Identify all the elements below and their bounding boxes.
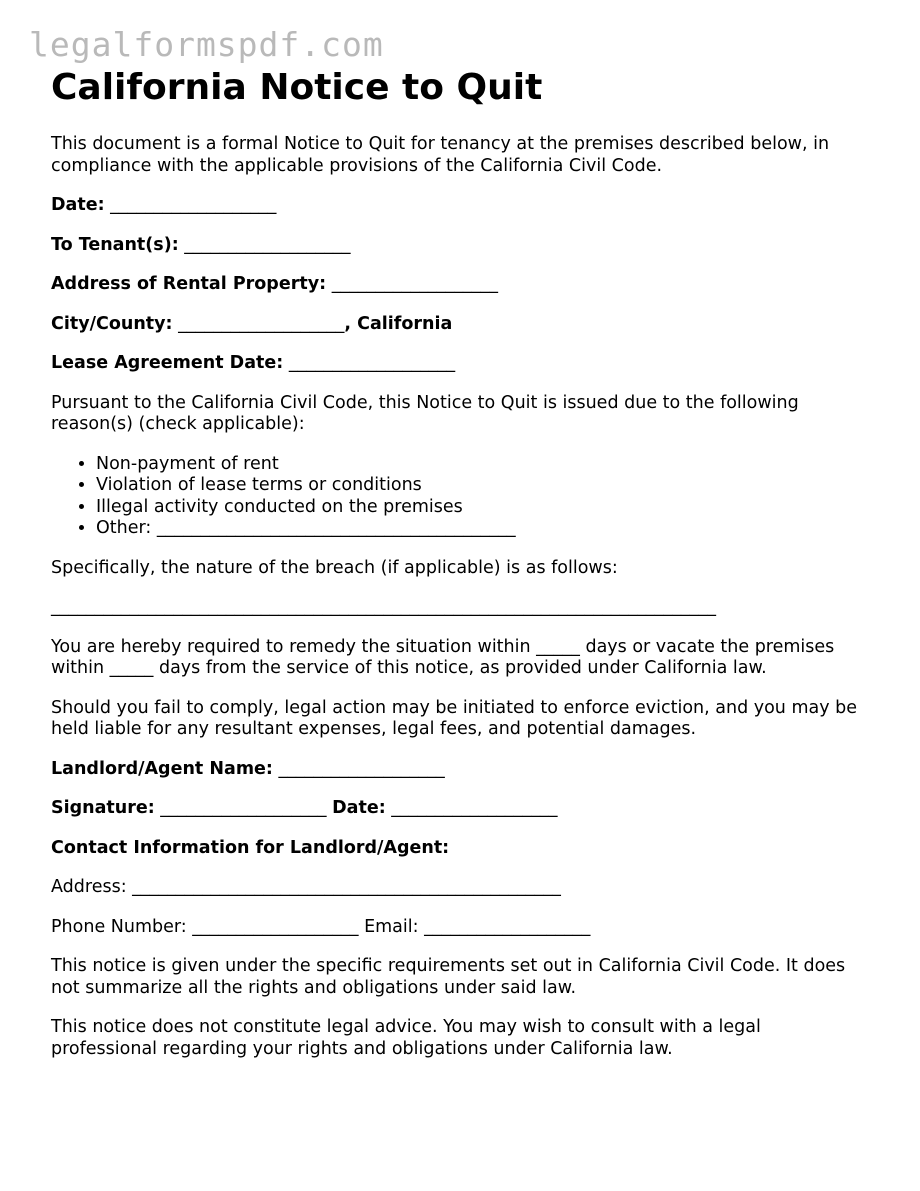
contact-address-blank: _________________________________________________ bbox=[132, 877, 561, 897]
consequence-paragraph: Should you fail to comply, legal action may be initiated to enforce eviction, and you may be held liable for any resultant expenses, legal fees, and potential damages. bbox=[51, 697, 858, 739]
address-field bbox=[51, 274, 871, 296]
reason-item: • Non-payment of rent bbox=[96, 454, 871, 476]
remedy-paragraph: You are hereby required to remedy the situation within _____ days or vacate the premises within _____ days from the service of this notice, as provided under California law. bbox=[51, 636, 835, 678]
intro-paragraph: This document is a formal Notice to Quit for tenancy at the premises described below, in compliance with the applicable provisions of the California Civil Code. bbox=[51, 134, 830, 176]
contact-address-label: Address: bbox=[51, 877, 127, 897]
city-blank: ___________________ bbox=[178, 313, 345, 334]
document-body bbox=[51, 66, 871, 1078]
tenant-label: To Tenant(s): bbox=[51, 234, 179, 255]
date-blank: ___________________ bbox=[110, 195, 277, 215]
breach-line: ____________________________________________________________________________ bbox=[51, 597, 716, 617]
landlord-name-label: Landlord/Agent Name: bbox=[51, 758, 273, 779]
landlord-name-field bbox=[51, 759, 871, 781]
reason-item: • Violation of lease terms or conditions bbox=[96, 475, 871, 497]
signature-label: Signature: bbox=[51, 798, 155, 818]
signature-field bbox=[51, 798, 871, 820]
email-label: Email: bbox=[364, 916, 419, 937]
date-field bbox=[51, 195, 871, 217]
landlord-name-blank: ___________________ bbox=[278, 758, 445, 779]
tenant-blank: ___________________ bbox=[184, 234, 351, 255]
contact-heading: Contact Information for Landlord/Agent: bbox=[51, 837, 450, 858]
email-blank: ___________________ bbox=[424, 916, 591, 937]
signature-blank: ___________________ bbox=[160, 798, 327, 818]
reasons-intro: Pursuant to the California Civil Code, this Notice to Quit is issued due to the following reason(s) (check applicable): bbox=[51, 392, 799, 434]
reasons-list bbox=[51, 454, 871, 540]
date-label: Date: bbox=[51, 195, 105, 215]
page-title: California Notice to Quit bbox=[51, 67, 543, 108]
lease-blank: ___________________ bbox=[288, 353, 456, 373]
signature-date-label: Date: bbox=[332, 798, 386, 818]
city-label: City/County: bbox=[51, 313, 173, 334]
disclaimer-paragraph: This notice does not constitute legal advice. You may wish to consult with a legal professional regarding your rights and obligations under California law. bbox=[51, 1017, 761, 1059]
address-blank: ___________________ bbox=[331, 274, 498, 294]
signature-date-blank: ___________________ bbox=[391, 798, 558, 818]
phone-blank: ___________________ bbox=[192, 916, 359, 937]
tenant-field bbox=[51, 235, 871, 257]
watermark: legalformspdf.com bbox=[29, 25, 384, 64]
reason-item: • Illegal activity conducted on the premises bbox=[96, 497, 871, 519]
contact-address-field bbox=[51, 877, 871, 899]
address-label: Address of Rental Property: bbox=[51, 274, 327, 294]
requirements-paragraph: This notice is given under the specific requirements set out in California Civil Code. It does not summarize all the rights and obligations under said law. bbox=[51, 956, 846, 998]
city-suffix: , California bbox=[344, 313, 453, 334]
contact-phone-email-field bbox=[51, 917, 871, 939]
reason-item: • Other: _________________________________________ bbox=[96, 518, 871, 540]
lease-field bbox=[51, 353, 871, 375]
city-field bbox=[51, 314, 871, 336]
lease-label: Lease Agreement Date: bbox=[51, 353, 284, 373]
phone-label: Phone Number: bbox=[51, 916, 187, 937]
breach-text: Specifically, the nature of the breach (if applicable) is as follows: bbox=[51, 557, 618, 578]
